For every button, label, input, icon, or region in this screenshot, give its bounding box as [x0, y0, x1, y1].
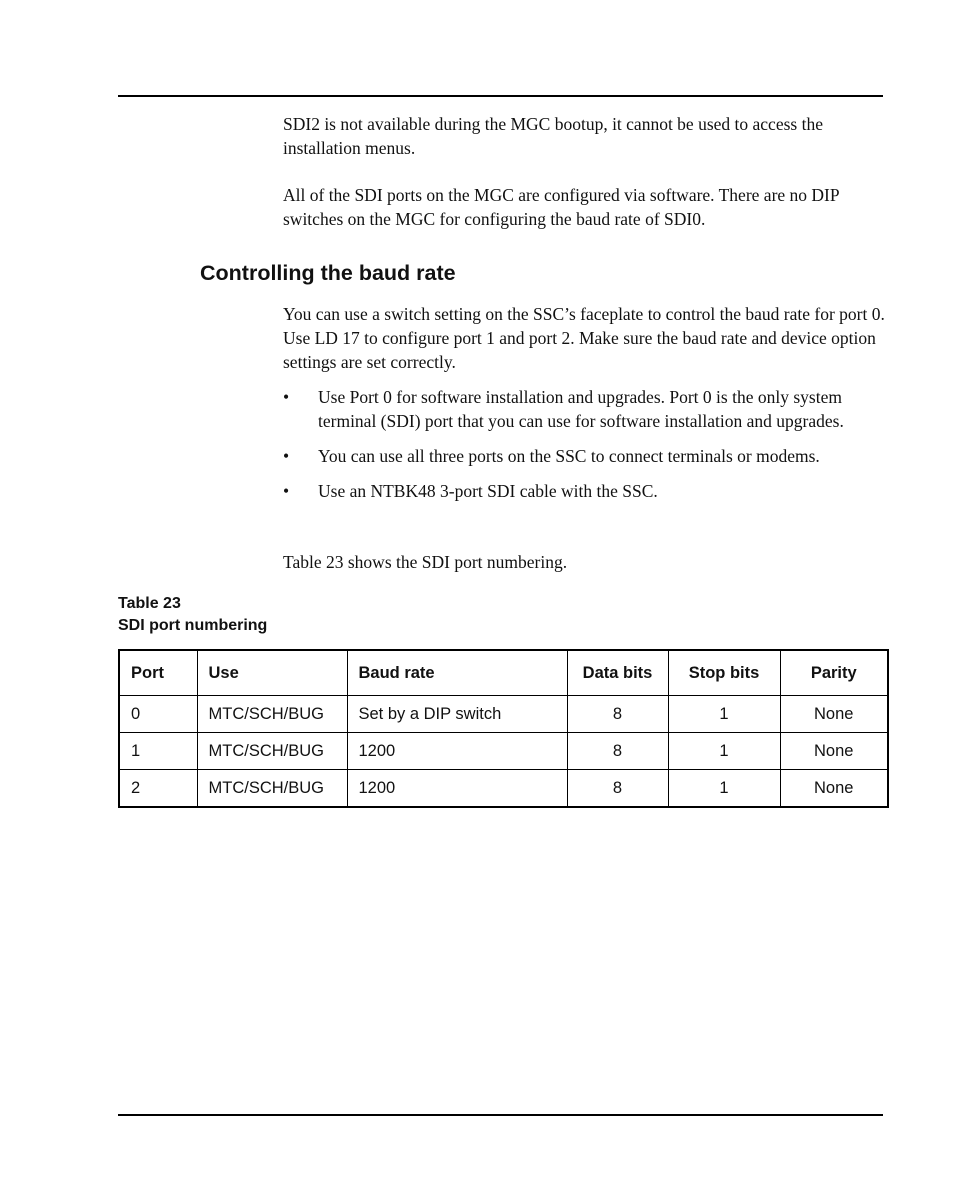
section-heading: Controlling the baud rate [200, 261, 456, 285]
paragraph-sdi2-note: SDI2 is not available during the MGC bootup, it cannot be used to access the installation menus. [283, 114, 823, 158]
table-row [119, 696, 888, 733]
cell-use: MTC/SCH/BUG [197, 733, 347, 770]
header-stop-bits: Stop bits [668, 650, 780, 696]
paragraph-baud-control: You can use a switch setting on the SSC’s faceplate to control the baud rate for port 0. Use LD 17 to configure port 1 and port 2. Make sure the baud rate and device option settings are set correctly. [283, 304, 885, 372]
cell-baud-rate: 1200 [347, 770, 567, 808]
bullet-item [283, 444, 893, 468]
bullet-icon: • [283, 387, 290, 407]
bullet-item [283, 385, 893, 433]
header-parity: Parity [780, 650, 888, 696]
paragraph-table-ref: Table 23 shows the SDI port numbering. [283, 552, 568, 572]
cell-port: 2 [119, 770, 197, 808]
bullet-item [283, 479, 893, 503]
cell-stop-bits: 1 [668, 733, 780, 770]
cell-use: MTC/SCH/BUG [197, 770, 347, 808]
cell-baud-rate: Set by a DIP switch [347, 696, 567, 733]
table-header-row [119, 650, 888, 696]
sdi-port-table [118, 649, 889, 808]
cell-baud-rate: 1200 [347, 733, 567, 770]
header-port: Port [119, 650, 197, 696]
header-use: Use [197, 650, 347, 696]
table-row [119, 770, 888, 808]
bullet-text: Use an NTBK48 3-port SDI cable with the SSC. [318, 481, 658, 501]
cell-data-bits: 8 [567, 696, 668, 733]
cell-parity: None [780, 733, 888, 770]
table-caption [118, 593, 267, 637]
header-data-bits: Data bits [567, 650, 668, 696]
cell-stop-bits: 1 [668, 770, 780, 808]
cell-parity: None [780, 696, 888, 733]
cell-port: 0 [119, 696, 197, 733]
bullet-text: You can use all three ports on the SSC to connect terminals or modems. [318, 446, 820, 466]
bullet-text: Use Port 0 for software installation and upgrades. Port 0 is the only system terminal (SDI) port that you can use for software installation and upgrades. [318, 387, 844, 431]
cell-port: 1 [119, 733, 197, 770]
paragraph-sdi-config: All of the SDI ports on the MGC are configured via software. There are no DIP switches on the MGC for configuring the baud rate of SDI0. [283, 185, 839, 229]
table-number: Table 23 [118, 595, 181, 612]
bullet-list [283, 385, 893, 514]
cell-stop-bits: 1 [668, 696, 780, 733]
cell-use: MTC/SCH/BUG [197, 696, 347, 733]
cell-data-bits: 8 [567, 733, 668, 770]
bullet-icon: • [283, 446, 290, 466]
footer-rule [118, 1114, 883, 1116]
table-row [119, 733, 888, 770]
table-title: SDI port numbering [118, 617, 268, 634]
bullet-icon: • [283, 481, 290, 501]
header-rule [118, 95, 883, 97]
header-baud-rate: Baud rate [347, 650, 567, 696]
cell-parity: None [780, 770, 888, 808]
cell-data-bits: 8 [567, 770, 668, 808]
